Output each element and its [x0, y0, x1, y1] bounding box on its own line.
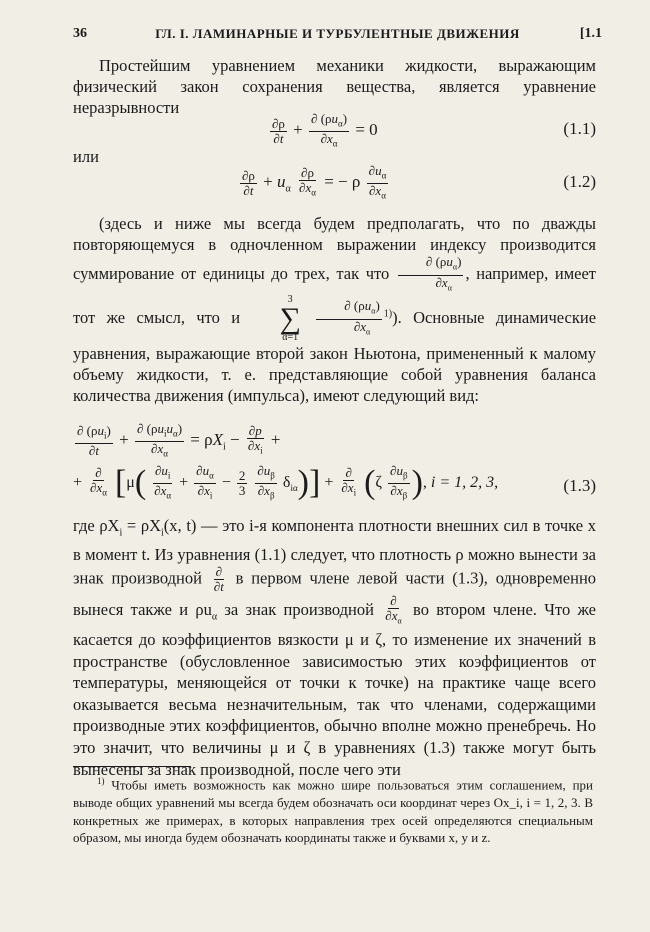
paragraph-external-forces: где $\rho X_i = \rho X_i(x$, t) — это i-я компонента плотности внешних сил в точке x в момент t. Из уравнения (1.1) следует, что плотность ρ можно вынести за знак производной $\frac{\partial}{\partial t}$ в первом члене левой части (1.3), одновременно вынеся также и $\rho u_\alpha$ за знак производной $\frac{\partial}{\partial x_\alpha}$ во втором члене. Что же касается до коэффициентов вязкости μ и ζ, то изменение их значений в пространстве (обусловленное зависимостью этих коэффициентов от температуры, меняющейся от точки к точке) на практике чаще всего оказывается весьма незначительным, так что членами, содержащими производные этих коэффициентов, обычно вполне можно пренебречь. Но это значит, что величины μ и ζ в уравнениях (1.3) также могут быть вынесены за знак производной, после чего эти — [73, 516, 597, 779]
inline-fraction-dt: $\frac{\partial}{\partial t}$ — [213, 564, 224, 595]
para3-text-e: за знак производной — [217, 600, 374, 620]
equation-number-1-2: (1.2) — [563, 172, 596, 191]
para2-text-c: имеет тот же смысл, что и — [73, 263, 596, 327]
summation-sign: 3 ∑ α=1 — [279, 294, 301, 344]
running-title: ГЛ. I. ЛАМИНАРНЫЕ И ТУРБУЛЕНТНЫЕ ДВИЖЕНИЯ — [155, 26, 520, 41]
para3-text-b: = ρX — [122, 516, 162, 535]
footnote-rule — [73, 766, 191, 767]
footnote-marker: 1) — [97, 776, 105, 786]
para3-text-d: в первом члене левой части (1.3), одновременно вынеся также и ρu — [73, 568, 597, 620]
footnote-ref: 1) — [383, 308, 393, 320]
paragraph-summation — [73, 213, 596, 406]
equation-index-range: i = 1, 2, 3, — [430, 473, 499, 491]
para3-text-c: (x, t) — это i-я компонента плотности внешних сил в точке x в момент t. Из уравнения (1.1) следует, что плотность ρ можно вынести за знак производной — [73, 516, 596, 588]
inline-fraction-sum: $\frac{\partial (\rho u_\alpha)}{\partial x_\alpha}$ — [316, 299, 382, 339]
equation-number-1-3: (1.3) — [563, 476, 596, 495]
para3-text-f: во втором члене. Что же касается до коэффициентов вязкости μ и ζ, то изменение их значений в пространстве (обусловленное зависимостью этих коэффициентов от температуры, меняющейся от точки к точке) на практике чаще всего оказывается весьма незначительным, так что членами, содержащими производные этих коэффициентов, обычно вполне можно пренебречь. Но это значит, что величины μ и ζ в уравнениях (1.3) также могут быть вынесены за знак производной, после чего эти — [73, 600, 597, 779]
footnote-text: Чтобы иметь возможность как можно шире пользоваться этим соглашением, при выводе общих уравнений мы всегда будем обозначать оси координат через Ox_i, i = 1, 2, 3. В конкретных же примерах, в которых направления трех осей определяются специальным образом, мы иногда будем обозначать координаты также и буквами x, y и z. — [73, 777, 593, 846]
paragraph-intro: Простейшим уравнением механики жидкости, выражающим физический закон сохранения вещества, является уравнение неразрывности — [73, 56, 596, 117]
para3-text-a: где ρX — [73, 516, 120, 535]
equation-1-2: $\frac{\partial\rho}{\partial t}$ + $u_\alpha$ $\frac{\partial\rho}{\partial x_\alpha}$ = − ρ $\frac{\partial u_\alpha}{\partial x_\alpha}$ — [242, 163, 387, 201]
equation-number-1-1: (1.1) — [563, 119, 596, 138]
para2-text-d: ). Основные динамические уравнения, выражающие второй закон Ньютона, примененный к малому объему жидкости, т. е. представляющие собой уравнения баланса количества движения (импульса), имеют следующий вид: — [73, 307, 597, 406]
para2-text-b: , например, — [465, 263, 549, 283]
inline-fraction-div: $\frac{\partial (\rho u_\alpha)}{\partial x_\alpha}$ — [398, 255, 464, 295]
section-number: [1.1 — [579, 26, 602, 41]
running-header — [73, 26, 602, 46]
footnote — [73, 773, 593, 847]
equation-1-3-line2: + $\frac{\partial}{\partial x_\alpha}$ [μ( $\frac{\partial u_i}{\partial x_\alpha}$ + $\frac{\partial u_\alpha}{\partial x_i}$ − $\frac{2}{3}$ $\frac{\partial u_\beta}{\partial x_\beta}$ $\delta_{i\alpha}$)] + $\frac{\partial}{\partial x_i}$ (ζ $\frac{\partial u_\beta}{\partial x_\beta}$ ), i = 1, 2, 3, — [73, 463, 499, 502]
para2-text-a: (здесь и ниже мы всегда будем предполагать, что по дважды повторяющемуся в одночленном выражении индексу производится суммирование от единицы до трех, так что — [73, 214, 596, 283]
equation-1-1: $\frac{\partial\rho}{\partial t}$ + $\frac{\partial (\rho u_\alpha)}{\partial x_\alpha}$ = 0 — [272, 111, 378, 149]
word-ili: или — [73, 147, 99, 166]
inline-fraction-dxa: $\frac{\partial}{\partial x_\alpha}$ — [385, 593, 402, 627]
equation-1-3-line1: $\frac{\partial (\rho u_i)}{\partial t}$ + $\frac{\partial (\rho u_iu_\alpha)}{\partial x_\alpha}$ = $\rho X_i$ − $\frac{\partial p}{\partial x_i}$ + — [77, 421, 281, 459]
page-number: 36 — [73, 26, 87, 41]
